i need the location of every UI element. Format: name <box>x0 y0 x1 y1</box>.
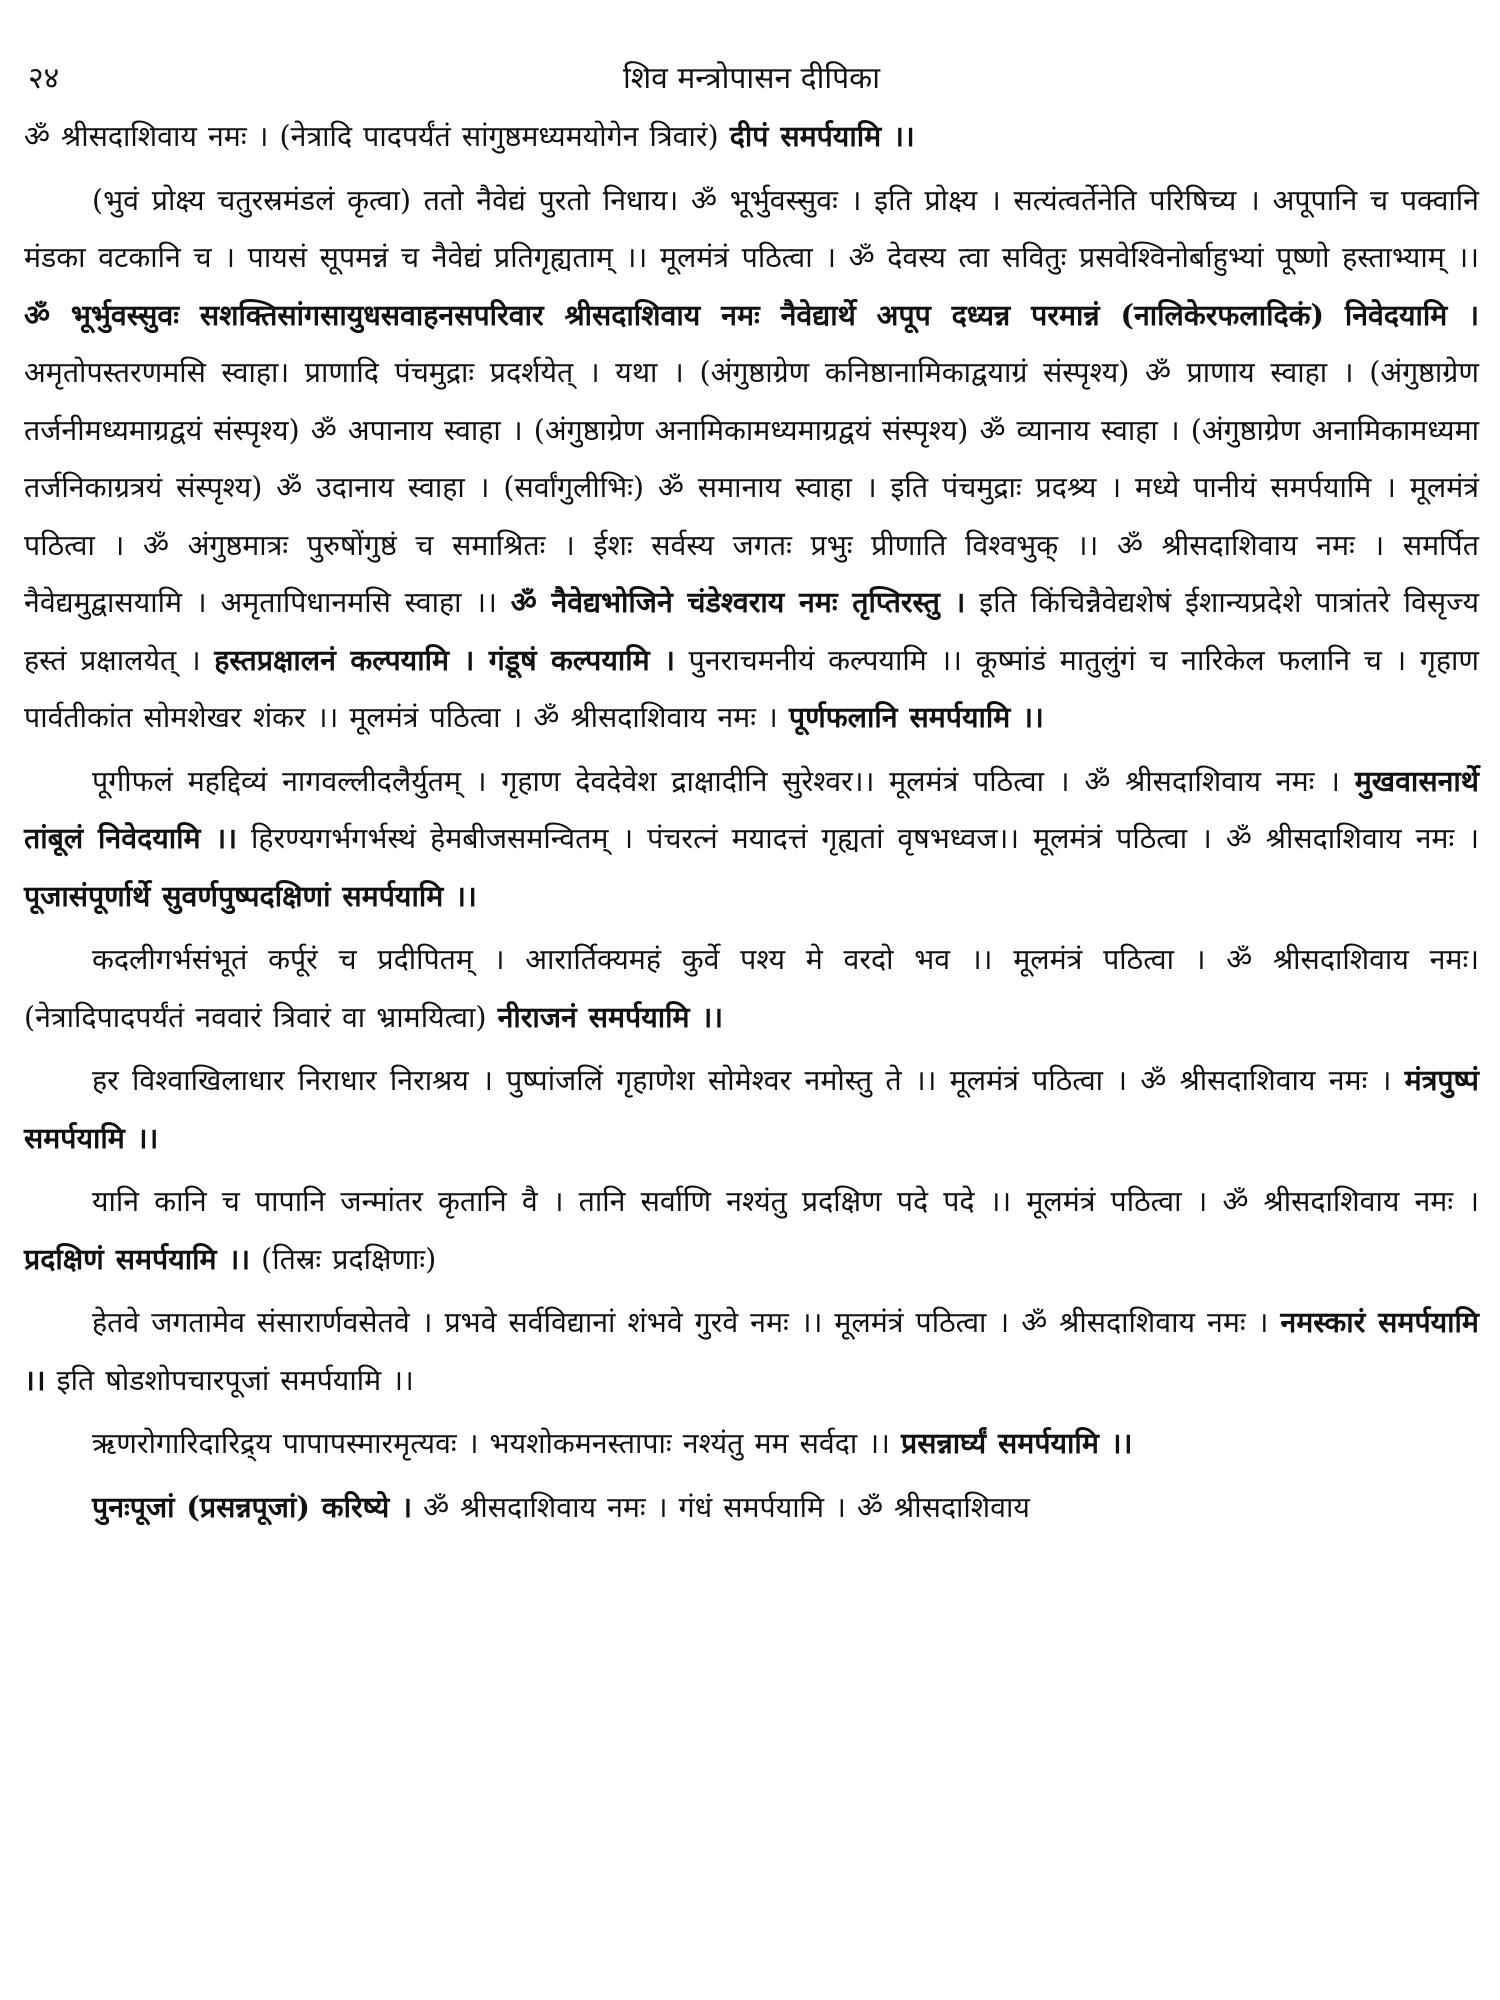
paragraph <box>24 1052 1479 1167</box>
paragraph <box>24 1479 1479 1537</box>
bold-text-run: हस्तप्रक्षालनं कल्पयामि । गंडूषं कल्पयामि । <box>214 642 675 677</box>
bold-text-run: नमस्कारं समर्पयामि ।। <box>24 1305 1479 1397</box>
paragraph <box>24 108 1479 166</box>
paragraph <box>24 1415 1479 1473</box>
paragraph <box>24 753 1479 926</box>
text-run: ॐ श्रीसदाशिवाय नमः । गंधं समर्पयामि । ॐ श्रीसदाशिवाय <box>412 1490 1030 1524</box>
text-run: इति षोडशोपचारपूजां समर्पयामि ।। <box>45 1363 414 1397</box>
bold-text-run: दीपं समर्पयामि ।। <box>729 119 915 153</box>
text-run: हर विश्वाखिलाधार निराधार निराश्रय । पुष्पांजलिं गृहाणेश सोमेश्वर नमोस्तु ते ।। मूलमंत्रं पठित्वा । ॐ श्रीसदाशिवाय नमः । <box>92 1064 1405 1097</box>
text-run: कदलीगर्भसंभूतं कर्पूरं च प्रदीपितम् । आरार्तिक्यमहं कुर्वे पश्य मे वरदो भव ।। मूलमंत्रं पठित्वा । ॐ श्रीसदाशिवाय नमः। (नेत्रादिपादपर्यंतं नववारं त्रिवारं वा भ्रामयित्वा) <box>24 943 1479 1034</box>
text-run: पुनराचमनीयं कल्पयामि ।। कूष्मांडं मातुलुंगं च नारिकेल फलानि च । गृहाण पार्वतीकांत सोमशेखर शंकर ।। मूलमंत्रं पठित्वा । ॐ श्रीसदाशिवाय नमः । <box>24 643 1480 734</box>
text-run: हिरण्यगर्भगर्भस्थं हेमबीजसमन्वितम् । पंचरत्नं मयादत्तं गृह्यतां वृषभध्वज।। मूलमंत्रं पठित्वा । ॐ श्रीसदाशिवाय नमः । <box>237 822 1479 855</box>
text-run: (तिस्रः प्रदक्षिणाः) <box>250 1242 437 1276</box>
bold-text-run: पूर्णफलानि समर्पयामि ।। <box>788 700 1044 734</box>
bold-text-run: मुखवासनार्थे तांबूलं निवेदयामि ।। <box>24 763 1479 855</box>
page-body <box>24 108 1479 1536</box>
text-run: अमृतोपस्तरणमसि स्वाहा। प्राणादि पंचमुद्राः प्रदर्शयेत् । यथा । (अंगुष्ठाग्रेण कनिष्ठानामिकाद्वयाग्रं संस्पृश्य) ॐ प्राणाय स्वाहा । (अंगुष्ठाग्रेण तर्जनीमध्यमाग्रद्वयं संस्पृश्य) ॐ अपानाय स्वाहा । (अंगुष्ठाग्रेण अनामिकामध्यमाग्रद्वयं संस्पृश्य) ॐ व्यानाय स्वाहा । (अंगुष्ठाग्रेण अनामिकामध्यमा तर्जनिकाग्रत्रयं संस्पृश्य) ॐ उदानाय स्वाहा । (सर्वांगुलीभिः) ॐ समानाय स्वाहा । इति पंचमुद्राः प्रदश्र्य । मध्ये पानीयं समर्पयामि । मूलमंत्रं पठित्वा । ॐ अंगुष्ठमात्रः पुरुषोंगुष्ठं च समाश्रितः । ईशः सर्वस्य जगतः प्रभुः प्रीणाति विश्वभुक् ।। ॐ श्रीसदाशिवाय नमः । समर्पित नैवेद्यमुद्वासयामि । अमृतापिधानमसि स्वाहा ।। <box>24 356 1479 619</box>
text-run: ॐ श्रीसदाशिवाय नमः । (नेत्रादि पादपर्यंतं सांगुष्ठमध्यमयोगेन त्रिवारं) <box>24 120 730 153</box>
book-page <box>24 40 1479 1980</box>
bold-text-run: पूजासंपूर्णार्थे सुवर्णपुष्पदक्षिणां समर्पयामि ।। <box>24 878 477 913</box>
bold-text-run: ॐ भूर्भुवस्सुवः सशक्तिसांगसायुधसवाहनसपरिवार श्रीसदाशिवाय नमः नैवेद्यार्थे अपूप दध्यन्न परमान्नं (नालिकेरफलादिकं) निवेदयामि । <box>24 297 1479 332</box>
bold-text-run: प्रदक्षिणं समर्पयामि ।। <box>24 1241 251 1276</box>
bold-text-run: पुनःपूजां (प्रसन्नपूजां) करिष्ये । <box>92 1489 413 1524</box>
page-number: २४ <box>28 61 60 96</box>
page-header <box>24 40 1479 100</box>
bold-text-run: ॐ नैवेद्यभोजिने चंडेश्वराय नमः तृप्तिरस्तु । <box>510 585 966 619</box>
bold-text-run: मंत्रपुष्पं समर्पयामि ।। <box>24 1063 1479 1155</box>
book-title: शिव मन्त्रोपासन दीपिका <box>622 61 880 96</box>
text-run: ऋणरोगारिदारिद्र्य पापापस्मारमृत्यवः । भयशोकमनस्तापाः नश्यंतु मम सर्वदा ।। <box>92 1427 901 1460</box>
paragraph <box>24 1173 1479 1288</box>
paragraph <box>24 172 1479 747</box>
bold-text-run: प्रसन्नार्घ्यं समर्पयामि ।। <box>901 1426 1133 1460</box>
text-run: हेतवे जगतामेव संसारार्णवसेतवे । प्रभवे सर्वविद्यानां शंभवे गुरवे नमः ।। मूलमंत्रं पठित्वा । ॐ श्रीसदाशिवाय नमः । <box>92 1306 1281 1339</box>
text-run: इति किंचिन्नैवेद्यशेषं ईशान्यप्रदेशे पात्रांतरे विसृज्य हस्तं प्रक्षालयेत् । <box>24 586 1479 677</box>
paragraph <box>24 931 1479 1046</box>
paragraph <box>24 1294 1479 1409</box>
text-run: पूगीफलं महद्दिव्यं नागवल्लीदलैर्युतम् । गृहाण देवदेवेश द्राक्षादीनि सुरेश्वर।। मूलमंत्रं पठित्वा । ॐ श्रीसदाशिवाय नमः । <box>92 764 1355 798</box>
bold-text-run: नीराजनं समर्पयामि ।। <box>497 999 724 1034</box>
text-run: (भुवं प्रोक्ष्य चतुरस्रमंडलं कृत्वा) ततो नैवेद्यं पुरतो निधाय। ॐ भूर्भुवस्सुवः । इति प्रोक्ष्य । सत्यंत्वर्तेनेति परिषिच्य । अपूपानि च पक्वानि मंडका वटकानि च । पायसं सूपमन्नं च नैवेद्यं प्रतिगृह्यताम् ।। मूलमंत्रं पठित्वा । ॐ देवस्य त्वा सवितुः प्रसवेश्विनोर्बाहुभ्यां पूष्णो हस्ताभ्याम् ।। <box>24 183 1479 274</box>
text-run: यानि कानि च पापानि जन्मांतर कृतानि वै । तानि सर्वाणि नश्यंतु प्रदक्षिण पदे पदे ।। मूलमंत्रं पठित्वा । ॐ श्रीसदाशिवाय नमः । <box>92 1185 1479 1218</box>
